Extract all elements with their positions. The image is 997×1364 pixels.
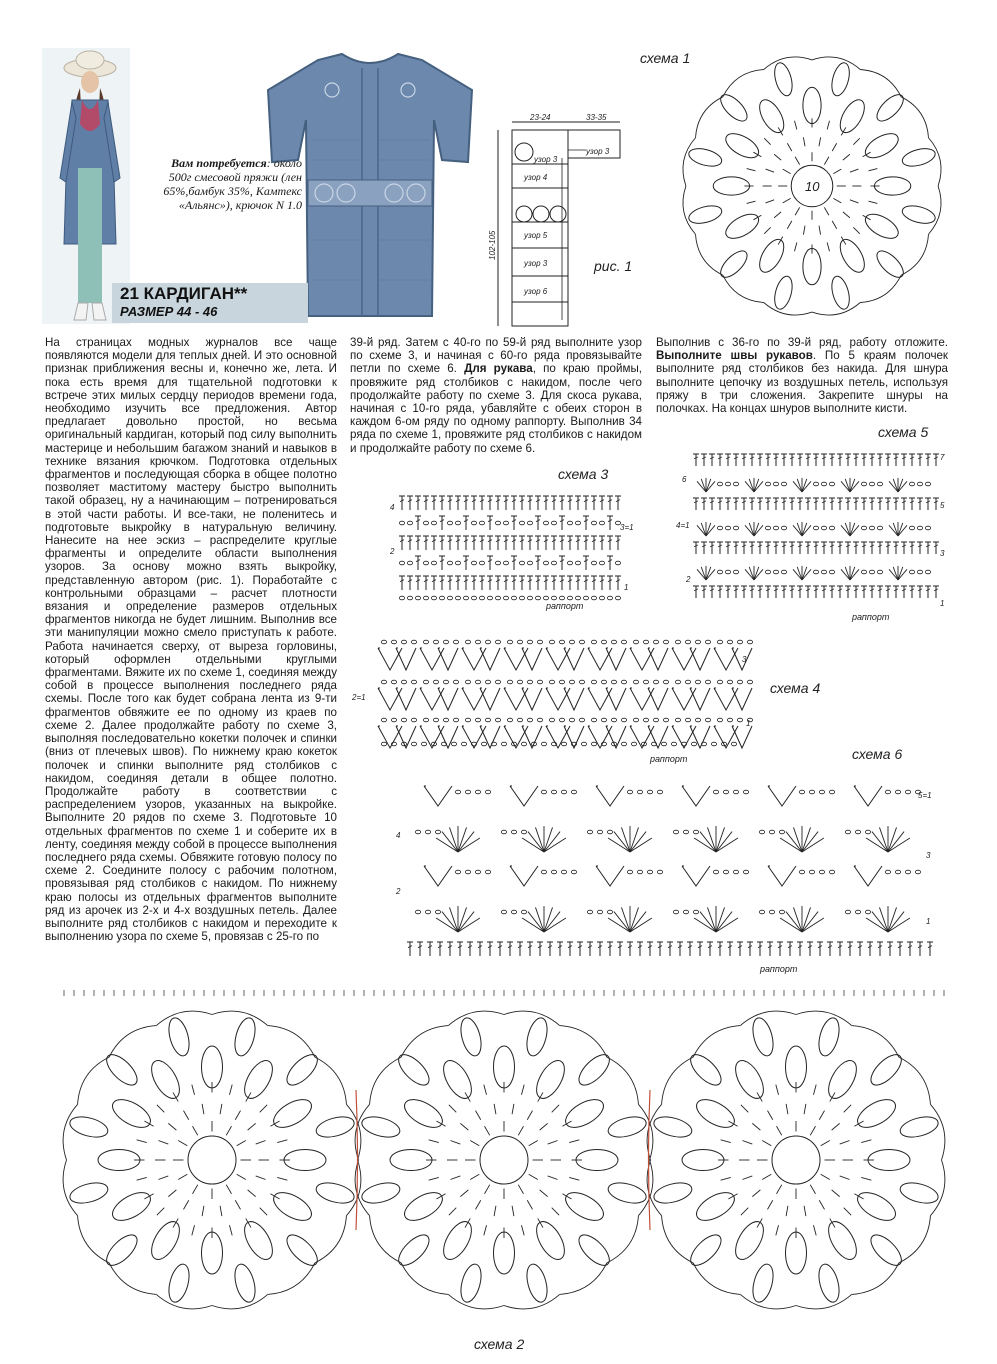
svg-text:4: 4 <box>396 831 401 840</box>
rapport-label: раппорт <box>650 754 688 764</box>
svg-text:3: 3 <box>940 549 945 558</box>
title-band <box>112 283 308 323</box>
body-text: . По 5 краям полочек выполните ряд столбиков без накида. Для шнура выполните цепочку из воздушных петель, используя пряжу в три сложения. Закрепите шнуры на полочках. На концах шнуров выполните кисти. <box>656 349 949 416</box>
scheme-5-chart <box>676 446 956 616</box>
rapport-label: раппорт <box>546 601 584 611</box>
svg-text:2: 2 <box>686 575 691 584</box>
pattern-schematic <box>486 110 646 330</box>
svg-text:2: 2 <box>390 547 395 556</box>
materials-heading: Вам потребуется <box>171 156 267 170</box>
zone-label: узор 5 <box>524 231 548 240</box>
rapport-label: раппорт <box>760 964 798 974</box>
size-label: РАЗМЕР 44 - 46 <box>120 304 218 319</box>
body-text: Выполнив с 36-го по 39-й ряд, работу отложите. <box>656 336 948 349</box>
scheme-4-chart <box>350 626 760 756</box>
zone-label: узор 4 <box>524 173 548 182</box>
svg-text:1: 1 <box>926 917 931 926</box>
pattern-height: 102-105 <box>488 230 497 260</box>
body-text: На страницах модных журналов все чаще появляются модели для теплых дней. И это основной признак приближения весны и, конечно же, лета. И пока есть время для тщательной подготовки к встрече этих милых сердцу периодов времени года, необходимо изучить все предложения. Автор предлагает довольно простой, но весьма оригинальный кардиган, который под силу выполнить мастерице и небольшим багажом знаний и навыков в технике вязания крючком. Подготовка отдельных фрагментов и последующая сборка в общее полотно позволяет маститому мастеру быстро выполнить такой образец, ну а начинающим – потренироваться в этой части работы. И все-таки, не поленитесь и подготовьте выкройку в натуральную величину. Нанесите на нее эскиз – распределите круглые фрагменты и определите области выполнения узоров. За основу можно взять выкройку, представленную автором (рис. 1). Поработайте с контрольными образцами – расчет плотности вязания и определение размеров отдельных фрагментов никогда не будет лишним. Выполнив все эти манипуляции можно смело приступать к работе. Работа начинается сверху, от выреза горловины, который оформлен отдельными круглыми фрагментами. Вяжите их по схеме 1, соединяя между собой в процессе выполнения последнего ряда схемы. После того как будет собрана лента из 9-ти фрагментов обвяжите ее по одному из краев по схеме 2. Далее продолжайте работу по схеме 3, выполняя последовательно кокетки полочек и спинки (вниз от плечевых швов). По нижнему краю кокеток полочек и спинки выполните ряд столбиков с накидом, соединяя детали в общее полотно. Продолжайте работу в соответствии с распределением узоров, указанных на выкройке. Выполните 20 рядов по схеме 3. Подготовьте 10 отдельных фрагментов по схеме 1 и соберите их в ленту, соединяя между собой в процессе выполнения последнего ряда схемы. Обвяжите готовую полосу по схеме 2. Соедините полосу с рабочим полотном, провязывая ряд столбиков с накидом. По нижнему краю полосы из отдельных фрагментов выполните ряд из арочек из 2-х и 4-х воздушных петель. Далее выполните ряд столбиков с накидом и переходите к выполнению узора по схеме 5, провязав с 25-го по <box>45 336 337 944</box>
svg-text:1: 1 <box>624 583 629 592</box>
svg-text:5: 5 <box>940 501 945 510</box>
svg-text:4=1: 4=1 <box>676 521 690 530</box>
materials-text: около 500г смесовой пряжи (лен 65%,бамбук 35%, Камтекс «Альянс»), крючок N 1.0 <box>163 156 302 212</box>
svg-text:3: 3 <box>742 655 747 664</box>
pattern-width-top: 23-24 <box>530 113 551 122</box>
svg-text:2=1: 2=1 <box>352 693 366 702</box>
zone-label: узор 6 <box>524 287 548 296</box>
scheme-1-motif <box>672 46 952 326</box>
zone-label: узор 3 <box>534 155 558 164</box>
svg-text:10: 10 <box>805 179 820 194</box>
scheme-1-label: схема 1 <box>640 50 691 66</box>
scheme-3-label: схема 3 <box>558 466 609 482</box>
body-bold: Для рукава <box>464 362 533 376</box>
text-column-1 <box>45 336 337 943</box>
scheme-2-label: схема 2 <box>474 1336 525 1352</box>
scheme-6-chart <box>392 774 952 974</box>
zone-label: узор 3 <box>524 259 548 268</box>
svg-text:5=1: 5=1 <box>918 791 932 800</box>
pattern-width-sleeve: 33-35 <box>586 113 607 122</box>
body-bold: Выполните швы рукавов <box>656 349 813 363</box>
scheme-3-chart <box>388 486 648 606</box>
svg-text:3=1: 3=1 <box>620 523 634 532</box>
svg-text:4: 4 <box>390 503 395 512</box>
svg-text:7: 7 <box>940 453 945 462</box>
pattern-label: рис. 1 <box>594 258 633 274</box>
svg-text:1: 1 <box>746 719 751 728</box>
svg-text:3: 3 <box>926 851 931 860</box>
text-column-2 <box>350 336 642 455</box>
svg-text:1: 1 <box>940 599 945 608</box>
text-column-3 <box>656 336 948 415</box>
body-text: , по краю проймы, провяжите ряд столбиков с накидом, после чего продолжайте работу по схеме 3. Для скоса рукава, начиная с 10-го ряда, убавляйте с обеих сторон в каждом 6-ом ряду по одному раппорту. Выполнив 34 ряда по схеме 1, провяжите ряд столбиков с накидом и продолжайте работу по схеме 6. <box>350 362 643 455</box>
scheme-4-label: схема 4 <box>770 680 821 696</box>
svg-text:6: 6 <box>682 475 687 484</box>
materials-block: Вам потребуется: около 500г смесовой пряжи (лен 65%,бамбук 35%, Камтекс «Альянс»), крючок N 1.0 <box>163 156 302 212</box>
svg-text:2: 2 <box>396 887 401 896</box>
body-text: 39-й ряд. Затем с 40-го по 59-й ряд выполните узор по схеме 3, и начиная с 60-го ряда провязывайте петли по схеме 6. <box>350 336 642 376</box>
scheme-6-label: схема 6 <box>852 746 903 762</box>
page-title: 21 КАРДИГАН** <box>120 284 248 303</box>
zone-label: узор 3 <box>586 147 610 156</box>
rapport-label: раппорт <box>852 612 890 622</box>
scheme-5-label: схема 5 <box>878 424 929 440</box>
scheme-2-band <box>44 990 964 1335</box>
